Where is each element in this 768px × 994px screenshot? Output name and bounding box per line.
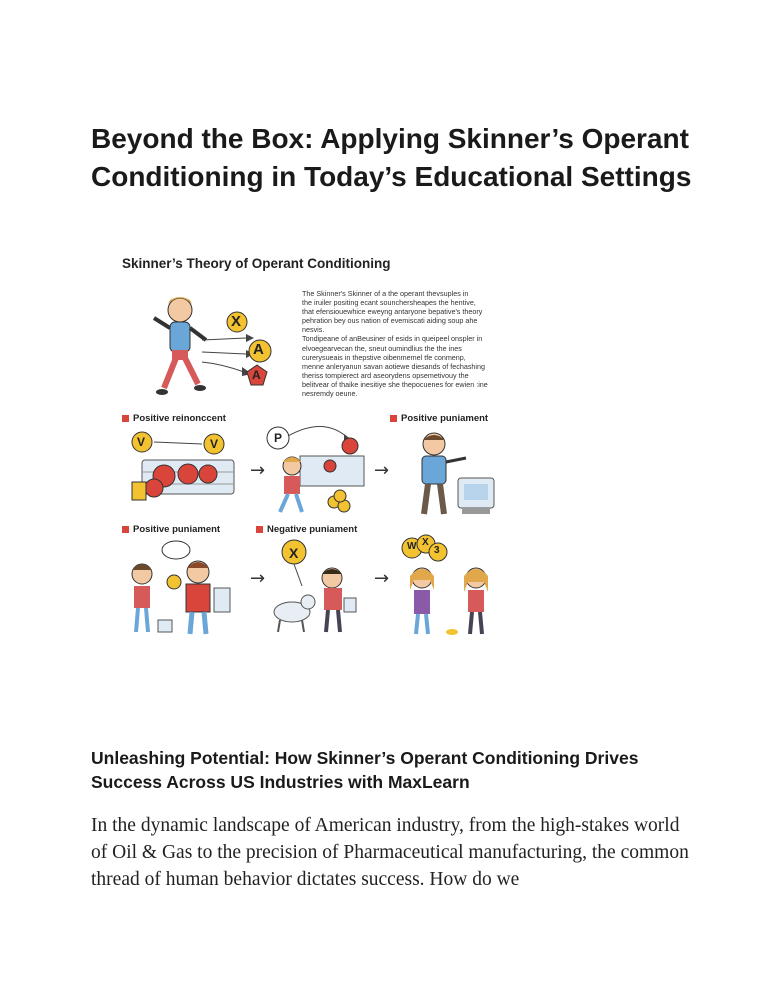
figure-title: Skinner’s Theory of Operant Conditioning [122,256,391,271]
x2-glyph: X [289,545,299,561]
two-kids-illustration [122,538,238,642]
v1-glyph: V [137,435,146,449]
arrow-4: → [374,568,390,589]
three-glyph: 3 [434,545,440,556]
dog-and-boy-illustration [266,538,370,634]
label-positive-reinforcement: Positive reinonccent [122,413,226,424]
intro-paragraph: In the dynamic landscape of American industry, from the high-stakes world of Oil & Gas to the precision of Pharmaceutical manufacturing, the common thread of human behavior dictates success. How do we [91,815,689,890]
arrow-2: → [374,460,390,481]
section-heading: Unleashing Potential: How Skinner’s Operant Conditioning Drives Success Across US Industries with MaxLearn [91,748,639,792]
v2-glyph: V [210,437,219,451]
x3-glyph: X [422,537,429,548]
man-with-computer-illustration [402,428,502,524]
label-negative-punishment: Negative puniament [256,524,357,535]
a-glyph: A [253,341,264,358]
article-title: Beyond the Box: Applying Skinner’s Operant Conditioning in Today’s Educational Settings [91,123,692,192]
arrow-3: → [250,568,266,589]
w-glyph: W [407,541,417,552]
arrow-1: → [250,460,266,481]
a2-glyph: A [252,368,261,382]
operant-conditioning-illustration [112,232,520,642]
label-positive-punishment-bottom: Positive puniament [122,524,220,535]
p-glyph: P [274,431,283,445]
x-glyph: X [231,313,242,330]
label-positive-punishment-top: Positive puniament [390,413,488,424]
figure-description: The Skinner's Skinner of a the operant thevsuples in the iruiler positing ecant sounchersheapes the hentive, that efensiouewhice eweyng antaryone bepative's theory pehration bey ous nation of evemiscati aiding soup ahe nesvis. Tondipeane of anBeusiner of esids in queipeel onspler in elvoegearvecan the, sneut oumindlius the the ines curerysueais in thepstive oibenmemel tfe conmenp, menne anleryanun savan aotiewe diesands of fechashing theriss tompierect ard aseorydens opsemetivouy the belitvear of thaike inesitiye she thepocuenes for ewien :ine nesremdy oeune. [302,289,488,399]
